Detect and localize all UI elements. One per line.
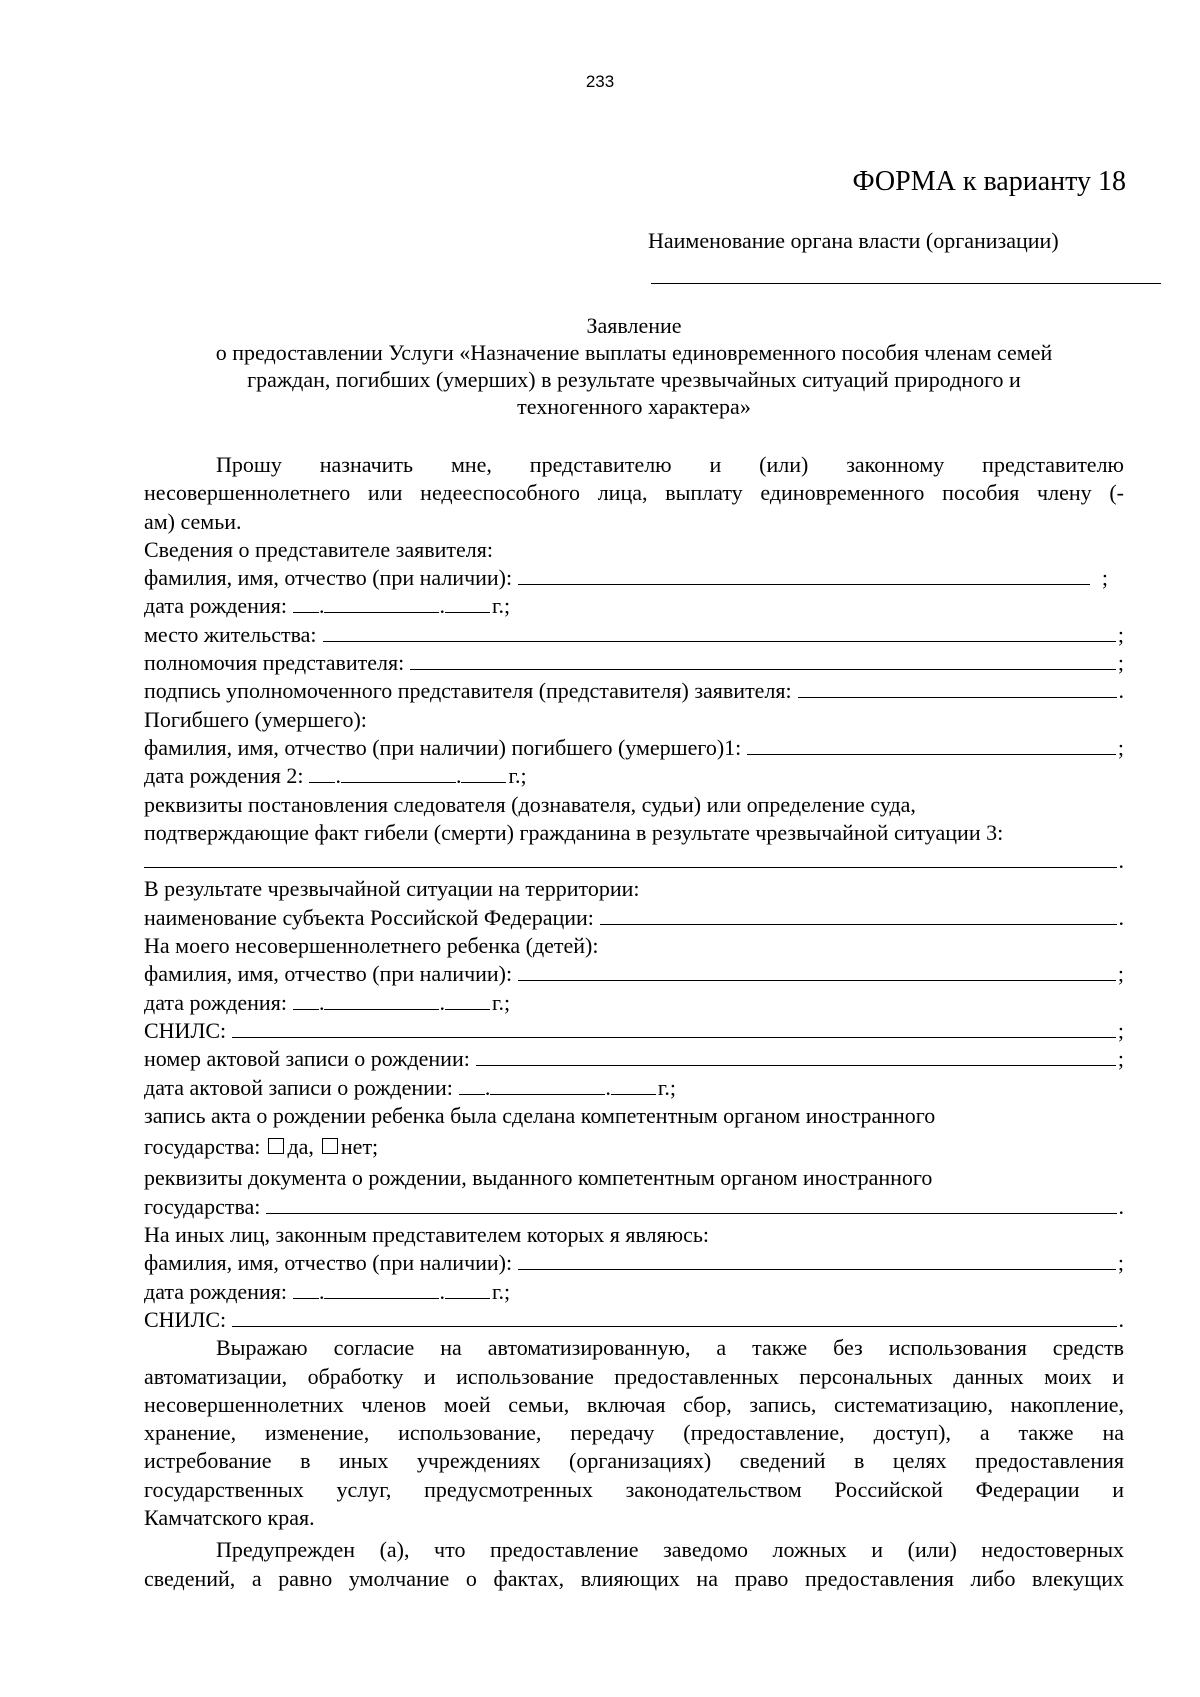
- rep-powers-row: [144, 649, 1124, 677]
- yes-label: да,: [287, 1134, 314, 1160]
- deceased-details-field[interactable]: [144, 867, 1117, 868]
- deceased-birth-label: дата рождения 2:: [144, 763, 304, 789]
- request-line: Прошу назначить мне, представителю и (или) законному представителю: [216, 452, 1124, 477]
- yes-checkbox[interactable]: [268, 1138, 284, 1154]
- child-birth-year-field[interactable]: [445, 1009, 490, 1010]
- deceased-birth-year-field[interactable]: [461, 782, 506, 783]
- child-birth-day-field[interactable]: [293, 1009, 319, 1010]
- semicolon: ;: [1101, 565, 1108, 591]
- date-dot: .: [484, 1074, 491, 1100]
- child-record-date-row: [144, 1074, 1124, 1102]
- child-foreign-line: запись акта о рождении ребенка была сделана компетентным органом иностранного: [144, 1102, 936, 1128]
- emergency-subject-field[interactable]: [600, 924, 1117, 925]
- child-fio-label: фамилия, имя, отчество (при наличии):: [144, 961, 513, 987]
- rep-birth-month-field[interactable]: [324, 612, 439, 613]
- semicolon: ;: [1117, 1250, 1124, 1276]
- year-suffix: г.;: [491, 1278, 511, 1304]
- rep-residence-row: [144, 621, 1124, 649]
- others-fio-field[interactable]: [518, 1269, 1116, 1270]
- child-doc-row: [144, 1193, 1124, 1221]
- consent-line: хранение, изменение, использование, передачу (предоставление, доступ), а также на: [144, 1420, 1124, 1446]
- child-birth-row: [144, 989, 1124, 1017]
- emergency-heading: В результате чрезвычайной ситуации на территории:: [144, 876, 640, 902]
- deceased-fio-label: фамилия, имя, отчество (при наличии) погибшего (умершего)1:: [144, 734, 742, 760]
- rep-signature-field[interactable]: [798, 697, 1117, 698]
- rep-powers-label: полномочия представителя:: [144, 650, 405, 676]
- others-birth-row: [144, 1278, 1124, 1306]
- deceased-details-row: [144, 847, 1124, 875]
- others-birth-month-field[interactable]: [324, 1298, 439, 1299]
- child-fio-row: [144, 960, 1124, 988]
- emergency-subject-row: [144, 904, 1124, 932]
- rep-birth-row: [144, 592, 1124, 620]
- child-birth-month-field[interactable]: [324, 1009, 439, 1010]
- year-suffix: г.;: [508, 763, 527, 789]
- child-doc-line: реквизиты документа о рождении, выданного компетентным органом иностранного: [144, 1165, 933, 1191]
- deceased-fio-field[interactable]: [747, 754, 1116, 755]
- date-dot: .: [455, 763, 462, 789]
- child-snils-row: [144, 1017, 1124, 1045]
- others-birth-year-field[interactable]: [445, 1298, 490, 1299]
- emergency-subject-label: наименование субъекта Российской Федерации:: [144, 904, 594, 930]
- date-dot: .: [439, 989, 445, 1015]
- representative-heading: Сведения о представителе заявителя:: [144, 536, 493, 562]
- rep-fio-row: [144, 564, 1124, 592]
- child-foreign-row: [144, 1133, 1124, 1161]
- year-suffix: г.;: [491, 989, 511, 1015]
- year-suffix: г.;: [491, 593, 511, 619]
- child-snils-field[interactable]: [232, 1037, 1116, 1038]
- child-record-no-label: номер актовой записи о рождении:: [144, 1046, 470, 1072]
- date-dot: .: [318, 1278, 325, 1304]
- others-snils-label: СНИЛС:: [144, 1306, 227, 1332]
- form-label: ФОРМА к варианту 18: [852, 166, 1126, 197]
- org-label: Наименование органа власти (организации): [648, 228, 1059, 253]
- rep-fio-field[interactable]: [518, 584, 1090, 585]
- date-dot: .: [335, 763, 341, 789]
- no-label: нет;: [340, 1134, 379, 1160]
- rep-residence-field[interactable]: [323, 641, 1116, 642]
- child-record-no-field[interactable]: [476, 1065, 1116, 1066]
- title-heading: Заявление: [586, 313, 682, 338]
- document-title: [144, 312, 1124, 420]
- child-fio-field[interactable]: [518, 980, 1116, 981]
- deceased-heading: Погибшего (умершего):: [144, 706, 367, 732]
- others-fio-label: фамилия, имя, отчество (при наличии):: [144, 1250, 513, 1276]
- child-record-date-label: дата актовой записи о рождении:: [144, 1074, 453, 1100]
- child-heading: На моего несовершеннолетнего ребенка (детей):: [144, 933, 599, 959]
- child-record-year-field[interactable]: [611, 1094, 656, 1095]
- child-birth-label: дата рождения:: [144, 989, 287, 1015]
- consent-line: несовершеннолетних членов моей семьи, включая сбор, запись, систематизацию, накопление,: [144, 1391, 1124, 1417]
- document-body: [144, 451, 1124, 1593]
- child-snils-label: СНИЛС:: [144, 1017, 227, 1043]
- request-line: ам) семьи.: [144, 508, 242, 534]
- semicolon: ;: [1117, 1046, 1124, 1072]
- rep-signature-label: подпись уполномоченного представителя (представителя) заявителя:: [144, 678, 792, 704]
- request-line: несовершеннолетнего или недееспособного лица, выплату единовременного пособия члену (-: [144, 480, 1124, 506]
- consent-line: автоматизации, обработку и использование предоставленных персональных данных моих и: [144, 1363, 1124, 1389]
- others-snils-row: [144, 1306, 1124, 1334]
- others-snils-field[interactable]: [232, 1326, 1116, 1327]
- org-name-field[interactable]: [651, 283, 1161, 284]
- child-record-no-row: [144, 1045, 1124, 1073]
- others-heading: На иных лиц, законным представителем которых я являюсь:: [144, 1222, 710, 1248]
- child-record-month-field[interactable]: [490, 1094, 605, 1095]
- deceased-birth-month-field[interactable]: [341, 782, 456, 783]
- child-record-day-field[interactable]: [459, 1094, 485, 1095]
- child-doc-label: государства:: [144, 1193, 261, 1219]
- consent-line: Выражаю согласие на автоматизированную, а также без использования средств: [216, 1335, 1124, 1361]
- consent-line: Камчатского края.: [144, 1504, 315, 1530]
- no-checkbox[interactable]: [322, 1138, 338, 1154]
- deceased-fio-row: [144, 734, 1124, 762]
- deceased-birth-row: [144, 762, 1124, 790]
- consent-line: истребование в иных учреждениях (организациях) сведений в целях предоставления: [144, 1448, 1124, 1474]
- rep-birth-label: дата рождения:: [144, 593, 287, 619]
- date-dot: .: [605, 1074, 611, 1100]
- period: .: [1118, 1193, 1124, 1219]
- date-dot: .: [439, 593, 445, 619]
- year-suffix: г.;: [657, 1074, 676, 1100]
- rep-birth-year-field[interactable]: [445, 612, 490, 613]
- child-doc-field[interactable]: [266, 1213, 1116, 1214]
- period: .: [1118, 848, 1124, 874]
- others-birth-label: дата рождения:: [144, 1278, 287, 1304]
- deceased-details-line: реквизиты постановления следователя (дознавателя, судьи) или определение суда,: [144, 791, 916, 817]
- period: .: [1118, 904, 1124, 930]
- page-number: 233: [585, 72, 615, 91]
- rep-powers-field[interactable]: [410, 669, 1116, 670]
- consent-line: государственных услуг, предусмотренных законодательством Российской Федерации и: [144, 1476, 1124, 1502]
- date-dot: .: [439, 1278, 445, 1304]
- title-line: граждан, погибших (умерших) в результате чрезвычайных ситуаций природного и: [247, 367, 1021, 392]
- others-birth-day-field[interactable]: [293, 1298, 319, 1299]
- date-dot: .: [318, 989, 325, 1015]
- semicolon: ;: [1117, 1017, 1124, 1043]
- period: .: [1118, 1306, 1124, 1332]
- rep-signature-row: [144, 677, 1124, 705]
- semicolon: ;: [1117, 734, 1124, 760]
- others-fio-row: [144, 1249, 1124, 1277]
- semicolon: ;: [1117, 621, 1124, 647]
- semicolon: ;: [1117, 650, 1124, 676]
- rep-residence-label: место жительства:: [144, 621, 317, 647]
- deceased-birth-day-field[interactable]: [309, 782, 335, 783]
- title-line: о предоставлении Услуги «Назначение выплаты единовременного пособия членам семей: [215, 340, 1053, 365]
- title-line: техногенного характера»: [517, 394, 751, 419]
- rep-birth-day-field[interactable]: [293, 612, 319, 613]
- rep-fio-label: фамилия, имя, отчество (при наличии):: [144, 565, 513, 591]
- period: .: [1118, 678, 1124, 704]
- warning-line: Предупрежден (а), что предоставление заведомо ложных и (или) недостоверных: [216, 1537, 1124, 1563]
- warning-line: сведений, а равно умолчание о фактах, влияющих на право предоставления либо влекущих: [144, 1565, 1124, 1591]
- semicolon: ;: [1117, 961, 1124, 987]
- child-foreign-label: государства:: [144, 1134, 261, 1160]
- deceased-details-line: подтверждающие факт гибели (смерти) гражданина в результате чрезвычайной ситуации 3:: [144, 819, 1004, 845]
- date-dot: .: [318, 593, 325, 619]
